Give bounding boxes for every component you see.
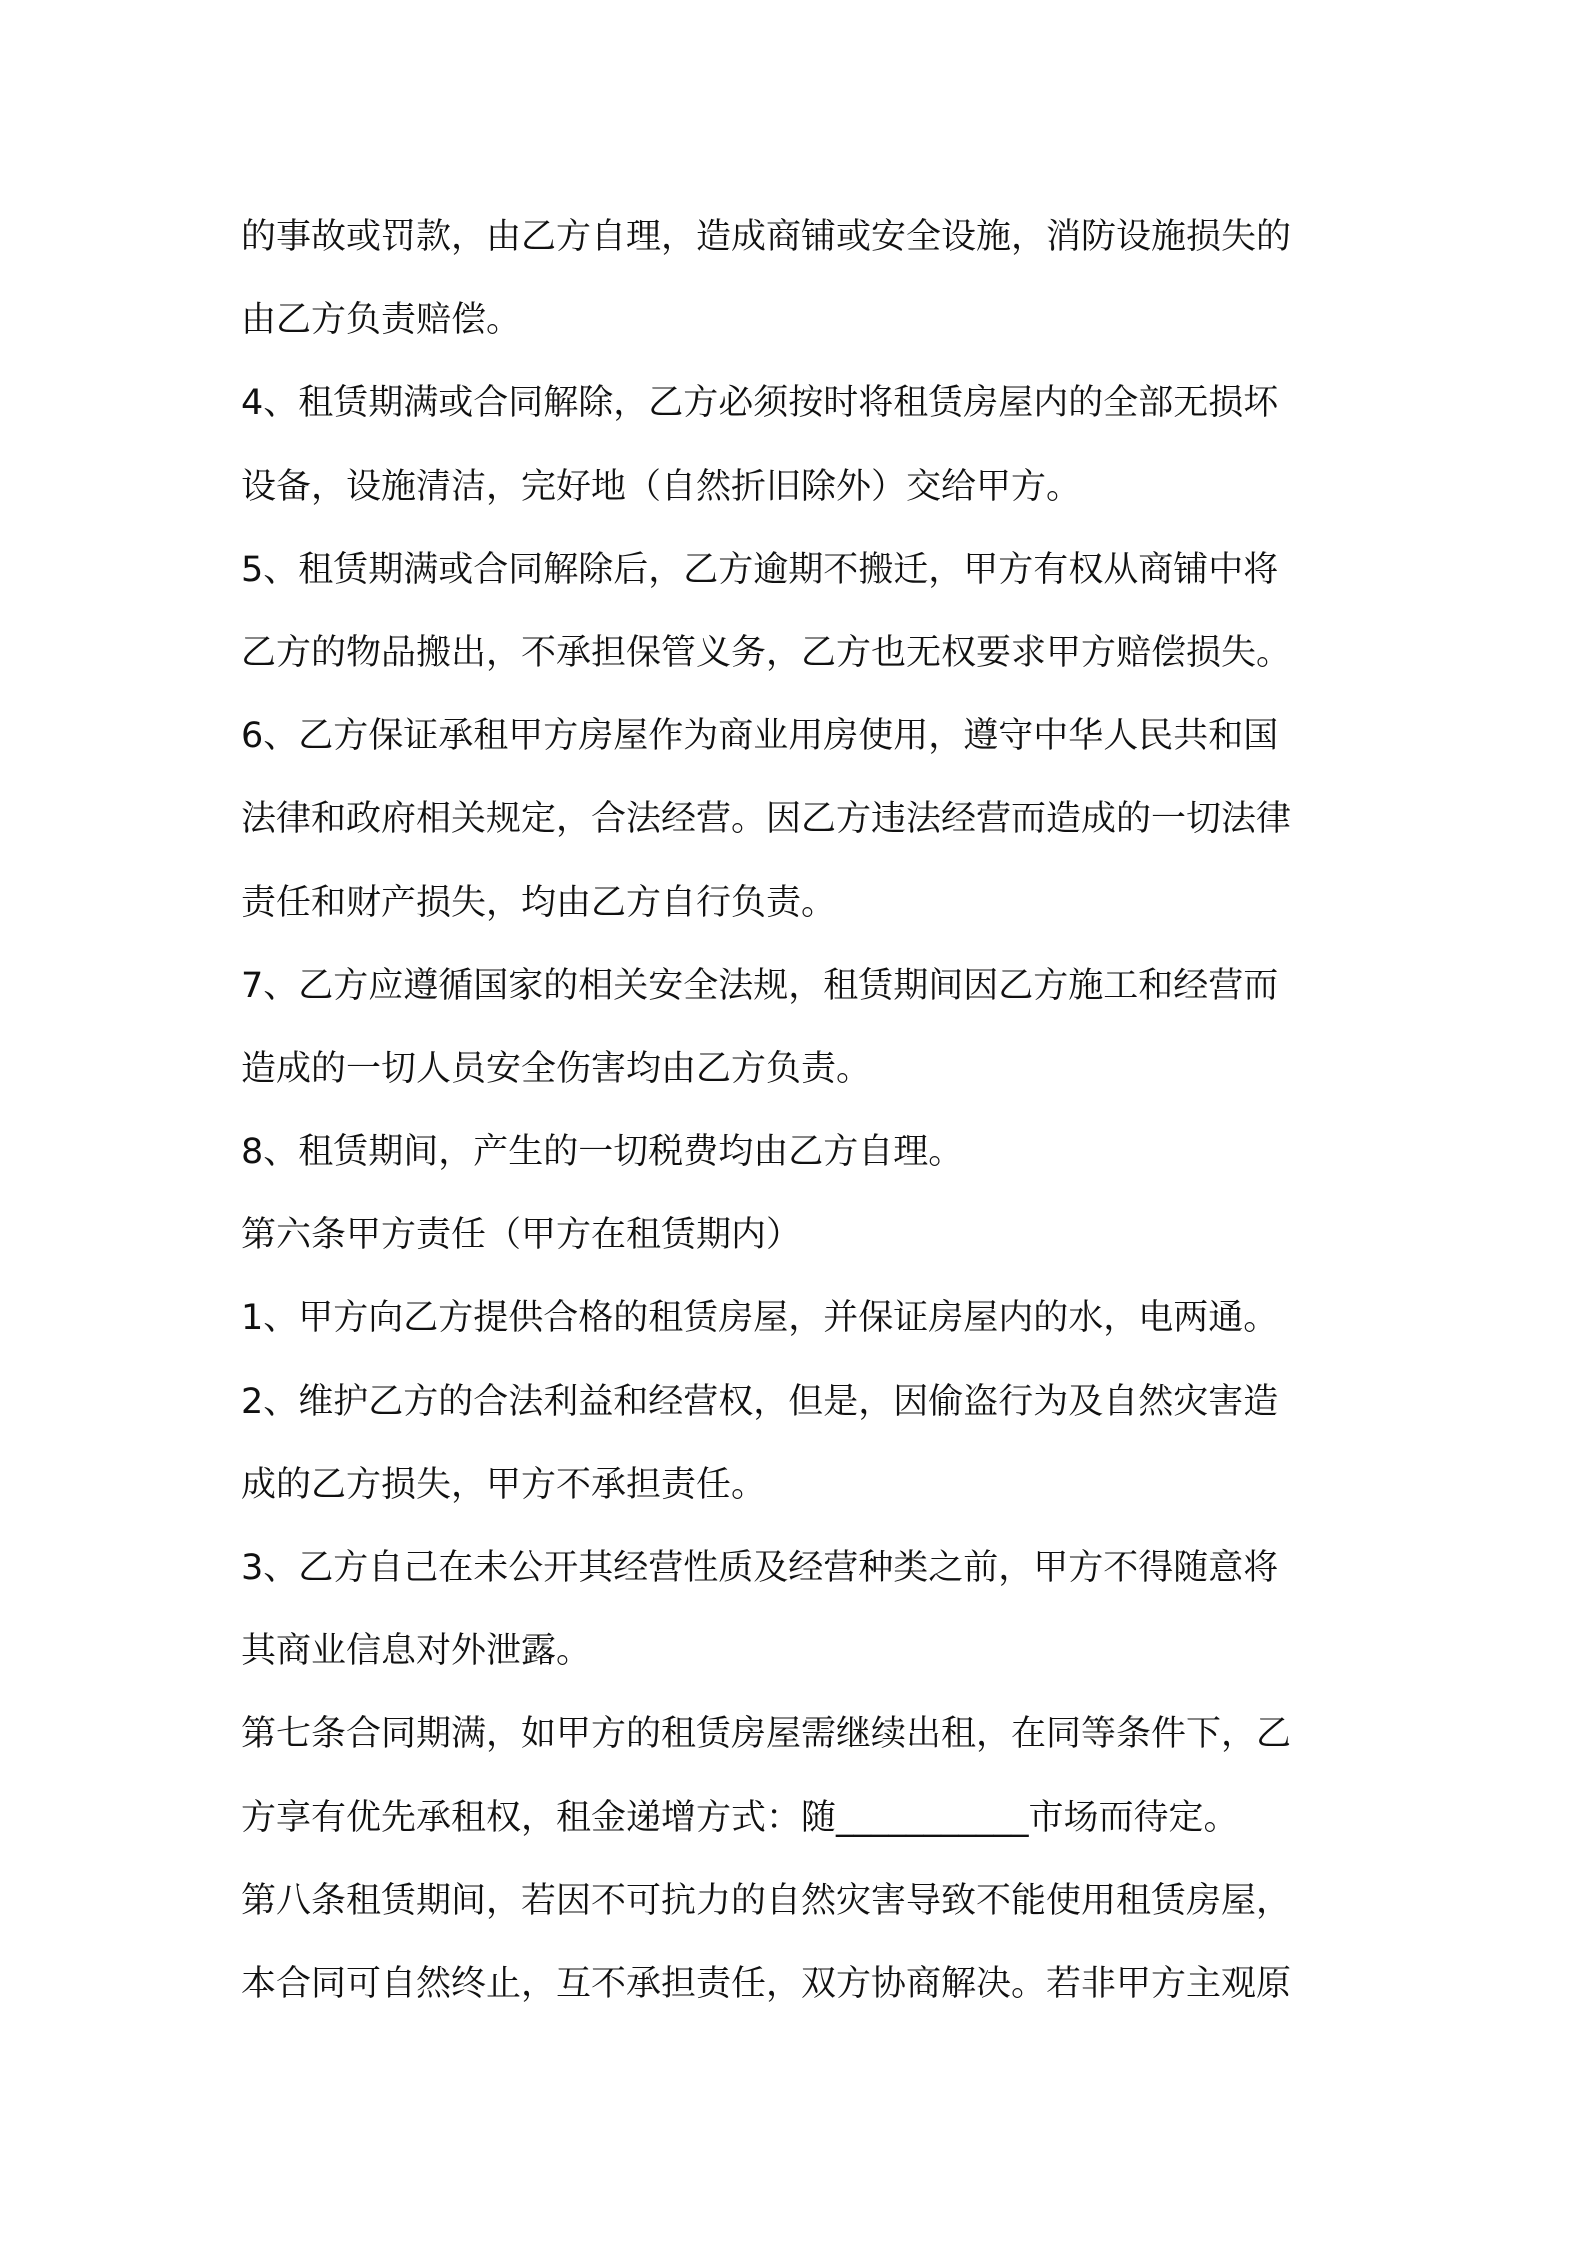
text-line: 2、维护乙方的合法利益和经营权，但是，因偷盗行为及自然灾害造 [241,1381,1279,1422]
contract-text-body [241,196,1357,2026]
text-line: 造成的一切人员安全伤害均由乙方负责。 [241,1048,872,1089]
text-line: 由乙方负责赔偿。 [241,300,522,341]
blank-line-prefix: 方享有优先承租权，租金递增方式：随 [241,1797,837,1838]
blank-line-suffix: 市场而待定。 [1028,1797,1239,1838]
text-line: 第七条合同期满，如甲方的租赁房屋需继续出租，在同等条件下，乙 [241,1714,1292,1755]
text-line: 6、乙方保证承租甲方房屋作为商业用房使用，遵守中华人民共和国 [241,716,1279,757]
text-line-with-blank [241,1777,1357,1860]
text-line: 5、租赁期满或合同解除后，乙方逾期不搬迁，甲方有权从商铺中将 [241,549,1279,590]
section-heading: 第六条甲方责任（甲方在租赁期内） [241,1215,802,1256]
text-line: 本合同可自然终止，互不承担责任，双方协商解决。若非甲方主观原 [241,1963,1292,2004]
text-line: 1、甲方向乙方提供合格的租赁房屋，并保证房屋内的水，电两通。 [241,1298,1279,1339]
text-line: 3、乙方自己在未公开其经营性质及经营种类之前，甲方不得随意将 [241,1548,1279,1588]
text-line: 第八条租赁期间，若因不可抗力的自然灾害导致不能使用租赁房屋， [241,1880,1292,1921]
fill-in-blank: ___________ [836,1797,1029,1838]
text-line: 成的乙方损失，甲方不承担责任。 [241,1464,767,1505]
text-line: 法律和政府相关规定，合法经营。因乙方违法经营而造成的一切法律 [241,799,1292,840]
text-line: 设备，设施清洁，完好地（自然折旧除外）交给甲方。 [241,466,1082,507]
text-line: 乙方的物品搬出，不承担保管义务，乙方也无权要求甲方赔偿损失。 [241,632,1292,673]
text-line: 责任和财产损失，均由乙方自行负责。 [241,882,837,923]
text-line: 7、乙方应遵循国家的相关安全法规，租赁期间因乙方施工和经营而 [241,965,1279,1006]
text-line: 8、租赁期间，产生的一切税费均由乙方自理。 [241,1132,964,1173]
text-line: 其商业信息对外泄露。 [241,1631,592,1672]
text-line: 4、租赁期满或合同解除，乙方必须按时将租赁房屋内的全部无损坏 [241,383,1279,424]
text-line: 的事故或罚款，由乙方自理，造成商铺或安全设施，消防设施损失的 [241,217,1292,257]
